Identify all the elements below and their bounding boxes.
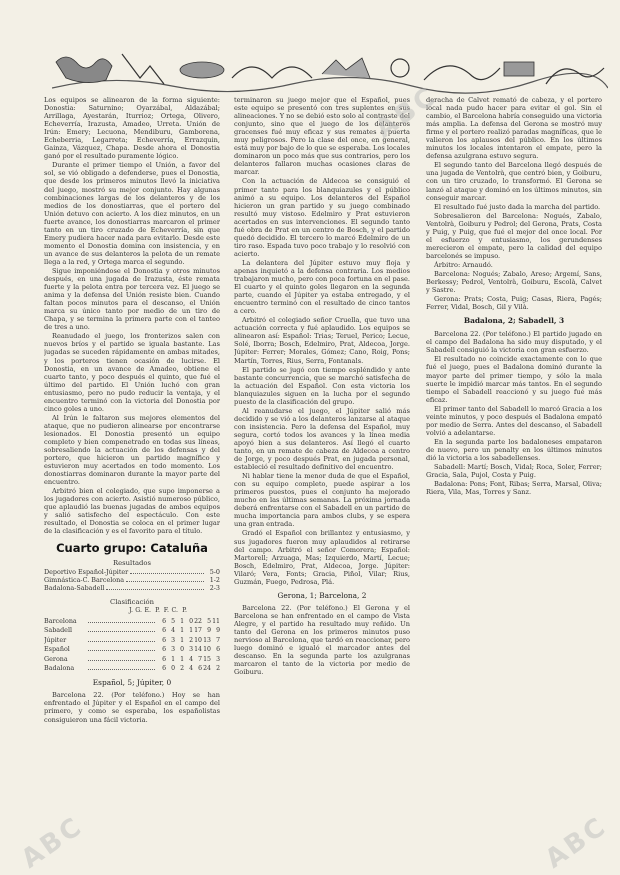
col1-paragraph: Al Irún le faltaron sus mejores elementos del ataque, que no pudieron alinearse por encontrarse lesionados. El Donostia presentó un equipo completo y bien compenetrado en todas sus líneas, sobresaliendo la actuación de los defensas y del portero, que hicieron un partido magnífico y estuvieron muy acertados en todo momento. Los donostiarras dominaron durante la mayor parte del encuentro. <box>44 413 220 487</box>
standings-cell: 5 <box>171 617 175 625</box>
standings-cell: 6 <box>162 627 166 635</box>
standings-cell: 6 <box>162 655 166 663</box>
column-2 <box>234 96 410 856</box>
col2-paragraph: Arbitró el colegiado señor Cruella, que tuvo una actuación correcta y fué aplaudido. Los equipos se alinearon así: Español: Trias; Teruel, Perico; Lecue, Solé, Iborra; Bosch, Edelmiro, Prat, Aldecoa, Jorge. Júpiter: Ferrer; Morales, Gómez; Cano, Roig, Pons; Martín, Torres, Rius, Serra, Fontanals. <box>234 316 410 365</box>
standings-header: E. <box>144 606 151 614</box>
col1-paragraph: Arbitró bien el colegiado, que supo imponerse a los jugadores con acierto. Asistió numeroso público, que aplaudió las buenas jugadas de ambos equipos y salió satisfecho del espectáculo. Con este resultado, el Donostia se coloca en el primer lugar de la clasificación y es el favorito para el título. <box>44 487 220 536</box>
result-match: Badalona-Sabadell <box>44 584 105 593</box>
result-match: Deportivo Español-Júpiter <box>44 567 129 576</box>
standings-header: C. <box>171 606 178 614</box>
standings-cell: 6 <box>162 617 166 625</box>
col2-paragraph: El partido se jugó con tiempo espléndido y ante bastante concurrencia, que se marchó satisfecha de la actuación del Español. Con esta victoria los blanquiazules siguen en la lucha por el segundo puesto de la clasificación del grupo. <box>234 365 410 406</box>
standings-cell: 1 <box>180 627 184 635</box>
col3-match-paragraph: Barcelona 22. (Por teléfono.) El partido jugado en el campo del Badalona ha sido muy disputado, y el Sabadell consiguió la victoria con gran esfuerzo. <box>426 330 602 355</box>
col2-paragraph: Ni hablar tiene la menor duda de que el Español, con su equipo completo, puede aspirar a los primeros puestos, pues el conjunto ha mejorado mucho en las últimas semanas. La próxima jornada deberá enfrentarse con el Sabadell en un partido de mucha importancia para ambos clubs, y se espera una gran entrada. <box>234 472 410 529</box>
standings-cell: 0 <box>189 617 193 625</box>
standings-team: Badalona <box>44 663 75 672</box>
standings-header: F. <box>163 606 169 614</box>
standings-header-row <box>44 607 220 615</box>
col3-paragraph: Sobresalieron del Barcelona: Nogués, Zabalo, Ventolrà, Goiburu y Pedrol; del Gerona, Prats, Costa y Puig, y Puig, que fué el mejor del once local. Por el esfuerzo y entusiasmo, los gerundenses merecieron el empate, pero la calidad del equipo barcelonés se impuso. <box>426 211 602 260</box>
result-score: 2-3 <box>209 584 220 593</box>
standings-cell: 17 <box>194 627 202 635</box>
standings-header: G. <box>135 606 142 614</box>
col2-paragraph: La delantera del Júpiter estuvo muy floja y apenas inquietó a la defensa contraria. Los medios trabajaron mucho, pero con poca fortuna en el pase. El cuarto y el quinto goles llegaron en la segunda parte, cuando el Júpiter ya estaba entregado, y el encuentro terminó con el resultado de cinco tantos a cero. <box>234 258 410 316</box>
col1-paragraph: Los equipos se alinearon de la forma siguiente: Donostia: Saturnino; Oyarzábal, Aldazábal; Arrillaga, Ayestarán, Iturrioz; Ortega, Olivero, Echeverría, Irazusta, Amadeo, Urreta. Unión de Irún: Emery; Lecuona, Mendiburu, Gamborena, Echeberria, Legarreta; Echeverría, Errazquin, Gainza, Vázquez, Chapa. Desde ahora el Donostia ganó por el resultado puramente lógico. <box>44 96 220 161</box>
col1-paragraph: Sigue imponiéndose el Donostia y otros minutos después, en una jugada de Irazusta, éste remata fuerte y la pelota entra por tercera vez. El juego se anima y la defensa del Unión resiste bien. Cuando faltan pocos minutos para el descanso, el Unión marca su único tanto por medio de un tiro de Chapa, y se termina la primera parte con el tanteo de tres a uno. <box>44 266 220 332</box>
standings-row <box>44 617 220 626</box>
col3-match-paragraph: Sabadell: Martí; Bosch, Vidal; Roca, Soler, Ferrer; Gracia, Sala, Pujol, Costa y Puig. <box>426 463 602 480</box>
results-title: Resultados <box>113 558 151 567</box>
standings-cell: 1 <box>171 655 175 663</box>
standings-cell: 9 <box>216 627 220 635</box>
standings-cell: 9 <box>207 627 211 635</box>
standings-cell: 4 <box>189 655 193 663</box>
standings-cell: 1 <box>189 627 193 635</box>
col3-match-paragraph: Badalona: Pons; Font, Ribas; Serra, Marsal, Oliva; Riera, Vila, Mas, Torres y Sanz. <box>426 480 602 497</box>
standings-cell: 22 <box>194 617 202 625</box>
result-row <box>44 576 220 584</box>
match-heading: Español, 5; Júpiter, 0 <box>92 678 172 688</box>
col3-paragraph: Gerona: Prats; Costa, Puig; Casas, Riera, Pagés; Ferrer, Vidal, Bosch, Gil y Vilà. <box>426 295 602 312</box>
standings-cell: 10 <box>194 636 202 644</box>
standings-row <box>44 626 220 635</box>
col2-paragraph: terminaron su juego mejor que el Español, pues este equipo se presentó con tres suplentes en sus alineaciones. Y no se debió esto solo al contraste del conjunto, sino que el juego de los delanteros gracenses fué muy eficaz y sus remates a puerta muy peligrosos. Pero la clase del once, en general, está muy por bajo de lo que se esperaba. Los locales dominaron un poco más que sus contrarios, pero los delanteros fallaron muchas ocasiones claras de marcar. <box>234 96 410 177</box>
standings-cell: 6 <box>162 664 166 672</box>
standings-cell: 5 <box>207 617 211 625</box>
standings-cell: 3 <box>216 655 220 663</box>
standings-cell: 7 <box>216 636 220 644</box>
standings-team: Español <box>44 645 70 654</box>
col3-paragraph: Barcelona: Nogués; Zabalo, Areso; Argemí, Sans, Berkessy; Pedrol, Ventolrà, Goiburu, Escolà, Calvet y Sastre. <box>426 269 602 295</box>
col3-paragraph: deracha de Calvet remató de cabeza, y el portero local nada pudo hacer para evitar el gol. Sin el cambio, el Barcelona habría conseguido una victoria más amplia. La defensa del Gerona se mostró muy firme y el portero realizó paradas magníficas, que le valieron los aplausos del público. En los últimos minutos los locales intentaron el empate, pero la defensa azulgrana estuvo segura. <box>426 96 602 161</box>
col3-match-paragraph: El primer tanto del Sabadell lo marcó Gracia a los veinte minutos, y poco después el Badalona empató por medio de Serra. Antes del descanso, el Sabadell volvió a adelantarse. <box>426 404 602 437</box>
decorative-banner <box>52 44 608 94</box>
watermark: ABC <box>16 810 89 875</box>
result-score: 1-2 <box>209 575 220 584</box>
col2-paragraph: Gradó el Español con brillantez y entusiasmo, y sus jugadores fueron muy aplaudidos al retirarse del campo. Arbitró el señor Comorera; Español: Martorell; Arzuaga, Mas; Izquierdo, Martí, Lecue; Bosch, Edelmiro, Prat, Aldecoa, Jorge. Júpiter: Vilaró; Vera, Fonts; Gracia, Piñol, Vilar; Rius, Guzmán, Fuego, Pedrosa, Plá. <box>234 529 410 586</box>
col3-match-paragraph: En la segunda parte los badaloneses empataron de nuevo, pero un penalty en los últimos minutos dió la victoria a los sabadellenses. <box>426 437 602 462</box>
standings-cell: 1 <box>180 617 184 625</box>
standings-cell: 6 <box>162 636 166 644</box>
col1-paragraph: Reanudado el juego, los fronterizos salen con nuevos bríos y el partido se iguala bastante. Las jugadas se suceden rápidamente en ambas mitades, y los porteros tienen ocasión de lucirse. El Donostia, en un avance de Amadeo, obtiene el cuarto tanto, y poco después el quinto, que fué el último del partido. El Unión luchó con gran entusiasmo, pero no pudo reducir la ventaja, y el encuentro terminó con la victoria del Donostia por cinco goles a uno. <box>44 332 220 413</box>
standings-cell: 4 <box>171 627 175 635</box>
standings-team: Barcelona <box>44 616 77 625</box>
col3-match-paragraph: El resultado no coincide exactamente con lo que fué el juego, pues el Badalona dominó durante la mayor parte del primer tiempo, y sólo la mala suerte le impidió marcar más tantos. En el segundo tiempo el Sabadell reaccionó y su juego fué más eficaz. <box>426 355 602 404</box>
column-3 <box>426 96 602 856</box>
standings-cell: 0 <box>171 664 175 672</box>
standings-row <box>44 636 220 645</box>
standings-cell: 10 <box>203 646 211 654</box>
standings-cell: 14 <box>194 646 202 654</box>
col3-paragraph: El segundo tanto del Barcelona llegó después de una jugada de Ventolrà, que centró bien, y Goiburu, con un tiro cruzado, lo transformó. El Gerona se lanzó al ataque y dominó en los últimos minutos, sin conseguir marcar. <box>426 161 602 202</box>
standings-header: P. <box>182 606 187 614</box>
standings-cell: 3 <box>171 646 175 654</box>
col1-match-paragraph: Barcelona 22. (Por teléfono.) Hoy se han enfrentado el Júpiter y el Español en el campo del primero, y como se esperaba, los españolistas consiguieron una fácil victoria. <box>44 691 220 724</box>
match-heading: Badalona, 2; Sabadell, 3 <box>463 316 565 326</box>
standings-row <box>44 645 220 654</box>
standings-cell: 0 <box>180 646 184 654</box>
section-title-cataluna: Cuarto grupo: Cataluña <box>56 540 208 555</box>
standings-cell: 1 <box>180 655 184 663</box>
col3-paragraph: Árbitro: Arnaudó. <box>434 260 493 269</box>
standings-team: Júpiter <box>44 635 67 644</box>
col2-match-paragraph: Barcelona 22. (Por teléfono.) El Gerona y el Barcelona se han enfrentado en el campo de Vista Alegre, y el partido ha resultado muy reñido. Un tanto del Gerona en los primeros minutos puso nervioso al Barcelona, que tardó en reaccionar, pero luego dominó e igualó el marcador antes del descanso. En la segunda parte los azulgranas marcaron el tanto de la victoria por medio de Goiburu. <box>234 603 410 677</box>
standings-team: Gerona <box>44 654 68 663</box>
watermark: ABC <box>370 80 443 145</box>
standings-cell: 2 <box>180 664 184 672</box>
result-row <box>44 568 220 576</box>
standings-row <box>44 664 220 673</box>
standings-cell: 11 <box>212 617 220 625</box>
standings-row <box>44 655 220 664</box>
watermark: ABC <box>540 810 613 875</box>
result-score: 5-0 <box>209 567 220 576</box>
result-row <box>44 584 220 592</box>
standings-cell: 7 <box>198 655 202 663</box>
col1-paragraph: Durante el primer tiempo el Unión, a favor del sol, se vió obligado a defenderse, pues el Donostia, que desde los primeros minutos llevó la iniciativa del juego, mostró su mejor conjunto. Hay algunas combinaciones largas de los delanteros y de los medios de los donostiarras, que el portero del Unión detuvo con acierto. A los diez minutos, en un fuerte avance, los donostiarras marcaron el primer tanto en un tiro cruzado de Echeverría, sin que Emery pudiera hacer nada para evitarlo. Desde este momento el Donostia domina con insistencia, y en un avance de sus delanteros la pelota de un remate llega a la red, y Ortega marca el segundo. <box>44 161 220 266</box>
standings-cell: 6 <box>216 646 220 654</box>
col3-paragraph: El resultado fué justo dada la marcha del partido. <box>434 202 601 211</box>
column-1 <box>44 96 220 856</box>
result-match: Gimnástica-C. Barcelona <box>44 575 125 584</box>
standings-cell: 13 <box>203 636 211 644</box>
standings-team: Sabadell <box>44 626 73 635</box>
standings-header: P. <box>155 606 160 614</box>
standings-cell: 6 <box>162 646 166 654</box>
standings-cell: 1 <box>180 636 184 644</box>
standings-cell: 2 <box>189 636 193 644</box>
col2-paragraph: Con la actuación de Aldecoa se consiguió el primer tanto para los blanquiazules y el público animó a su equipo. Los delanteros del Español hicieron un gran partido y su juego combinado resultó muy vistoso. Edelmiro y Prat estuvieron acertados en sus intervenciones. El segundo tanto fué obra de Prat en un centro de Bosch, y el partido quedó decidido. El tercero lo marcó Edelmiro de un tiro raso. Espada tuvo poco trabajo y lo resolvió con acierto. <box>234 177 410 258</box>
standings-cell: 24 <box>203 664 211 672</box>
standings-cell: 2 <box>216 664 220 672</box>
standings-cell: 6 <box>198 664 202 672</box>
standings-cell: 3 <box>189 646 193 654</box>
standings-cell: 15 <box>203 655 211 663</box>
standings-cell: 4 <box>189 664 193 672</box>
standings-header: J. <box>129 606 133 614</box>
standings-cell: 3 <box>171 636 175 644</box>
match-heading: Gerona, 1; Barcelona, 2 <box>277 590 367 600</box>
col2-paragraph: Al reanudarse el juego, el Júpiter salió más decidido y se vió a los delanteros lanzarse al ataque con insistencia. Pero la defensa del Español, muy segura, cortó todos los avances y la línea media apoyó bien a sus delanteros. Así llegó el cuarto tanto, en un remate de cabeza de Aldecoa a centro de Jorge, y poco después Prat, en jugada personal, estableció el resultado definitivo del encuentro. <box>234 406 410 472</box>
standings-title: Clasificación <box>110 597 154 606</box>
